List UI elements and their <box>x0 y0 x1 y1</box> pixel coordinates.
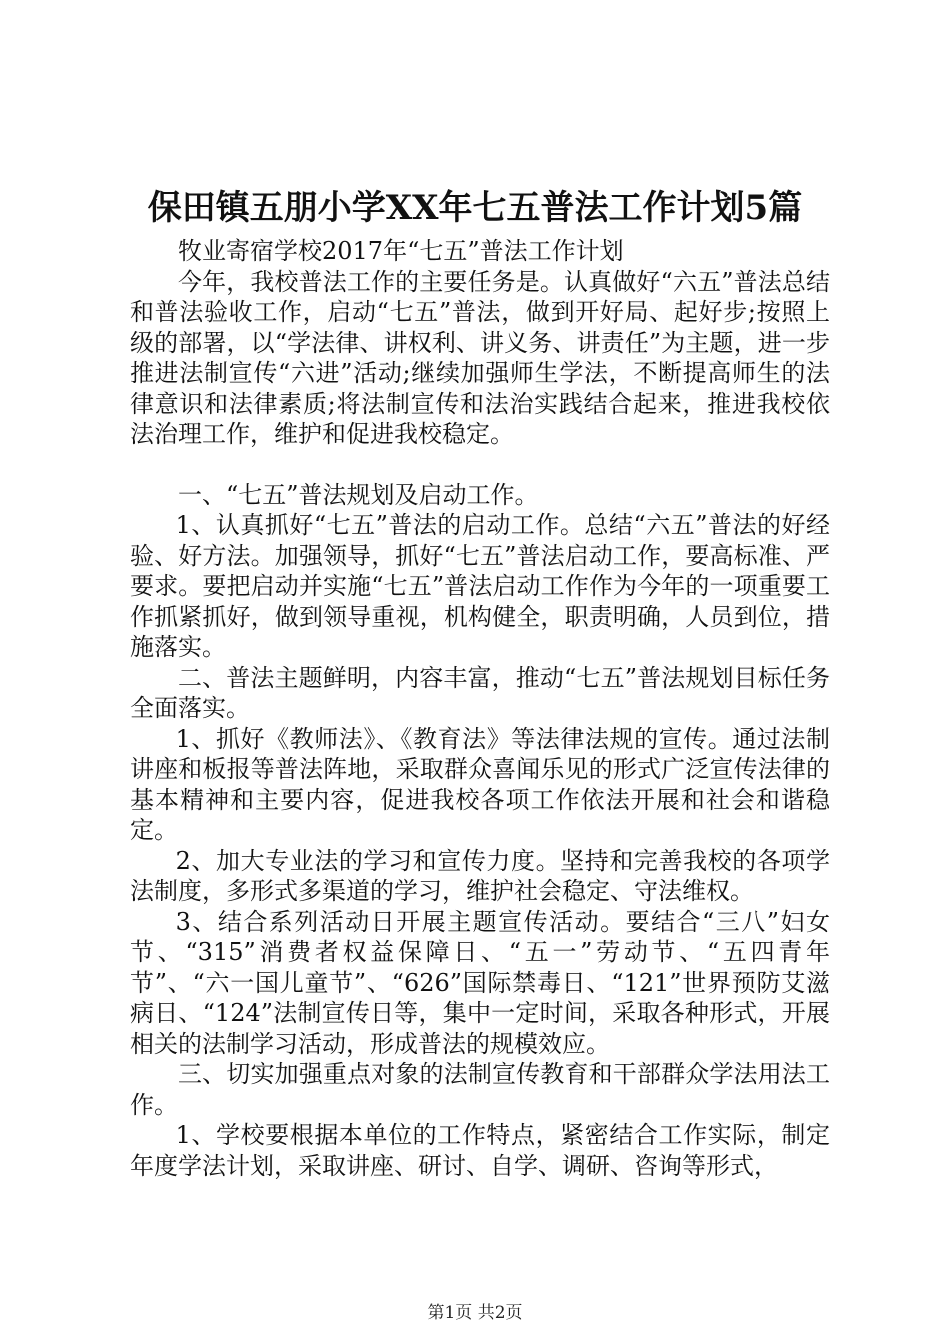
section-heading-1: 一、“七五”普法规划及启动工作。 <box>178 480 539 509</box>
subtitle-line: 牧业寄宿学校2017年“七五”普法工作计划 <box>178 237 624 265</box>
intro-paragraph: 今年，我校普法工作的主要任务是。认真做好“六五”普法总结和普法验收工作，启动“七五”普法，做到开好局、起好步;按照上级的部署，以“学法律、讲权利、讲义务、讲责任”为主题，进一步推进法制宣传“六进”活动;继续加强师生学法，不断提高师生的法律意识和法律素质;将法制宣传和法治实践结合起来，推进我校依法治理工作，维护和促进我校稳定。 <box>130 267 830 448</box>
page-number-footer: 第1页 共2页 <box>427 1303 523 1323</box>
section-3-item-1: 1、学校要根据本单位的工作特点，紧密结合工作实际，制定年度学法计划，采取讲座、研讨、自学、调研、咨询等形式， <box>130 1121 830 1180</box>
section-2-item-3: 3、结合系列活动日开展主题宣传活动。要结合“三八”妇女节、“315”消费者权益保障日、“五一”劳动节、“五四青年节”、“六一国儿童节”、“626”国际禁毒日、“121”世界预防艾滋病日、“124”法制宣传日等，集中一定时间，采取各种形式，开展相关的法制学习活动，形成普法的规模效应。 <box>130 907 830 1058</box>
section-2-item-2: 2、加大专业法的学习和宣传力度。坚持和完善我校的各项学法制度，多形式多渠道的学习，维护社会稳定、守法维权。 <box>130 846 830 905</box>
section-1-item-1: 1、认真抓好“七五”普法的启动工作。总结“六五”普法的好经验、好方法。加强领导，抓好“七五”普法启动工作，要高标准、严要求。要把启动并实施“七五”普法启动工作作为今年的一项重要工作抓紧抓好，做到领导重视，机构健全，职责明确，人员到位，措施落实。 <box>130 511 830 661</box>
section-2-item-1: 1、抓好《教师法》、《教育法》等法律法规的宣传。通过法制讲座和板报等普法阵地，采取群众喜闻乐见的形式广泛宣传法律的基本精神和主要内容，促进我校各项工作依法开展和社会和谐稳定。 <box>130 724 830 844</box>
document-title: 保田镇五朋小学XX年七五普法工作计划5篇 <box>147 188 803 228</box>
section-heading-2: 二、普法主题鲜明，内容丰富，推动“七五”普法规划目标任务全面落实。 <box>130 663 830 722</box>
document-body <box>130 236 830 1181</box>
section-heading-3: 三、切实加强重点对象的法制宣传教育和干部群众学法用法工作。 <box>130 1060 830 1119</box>
